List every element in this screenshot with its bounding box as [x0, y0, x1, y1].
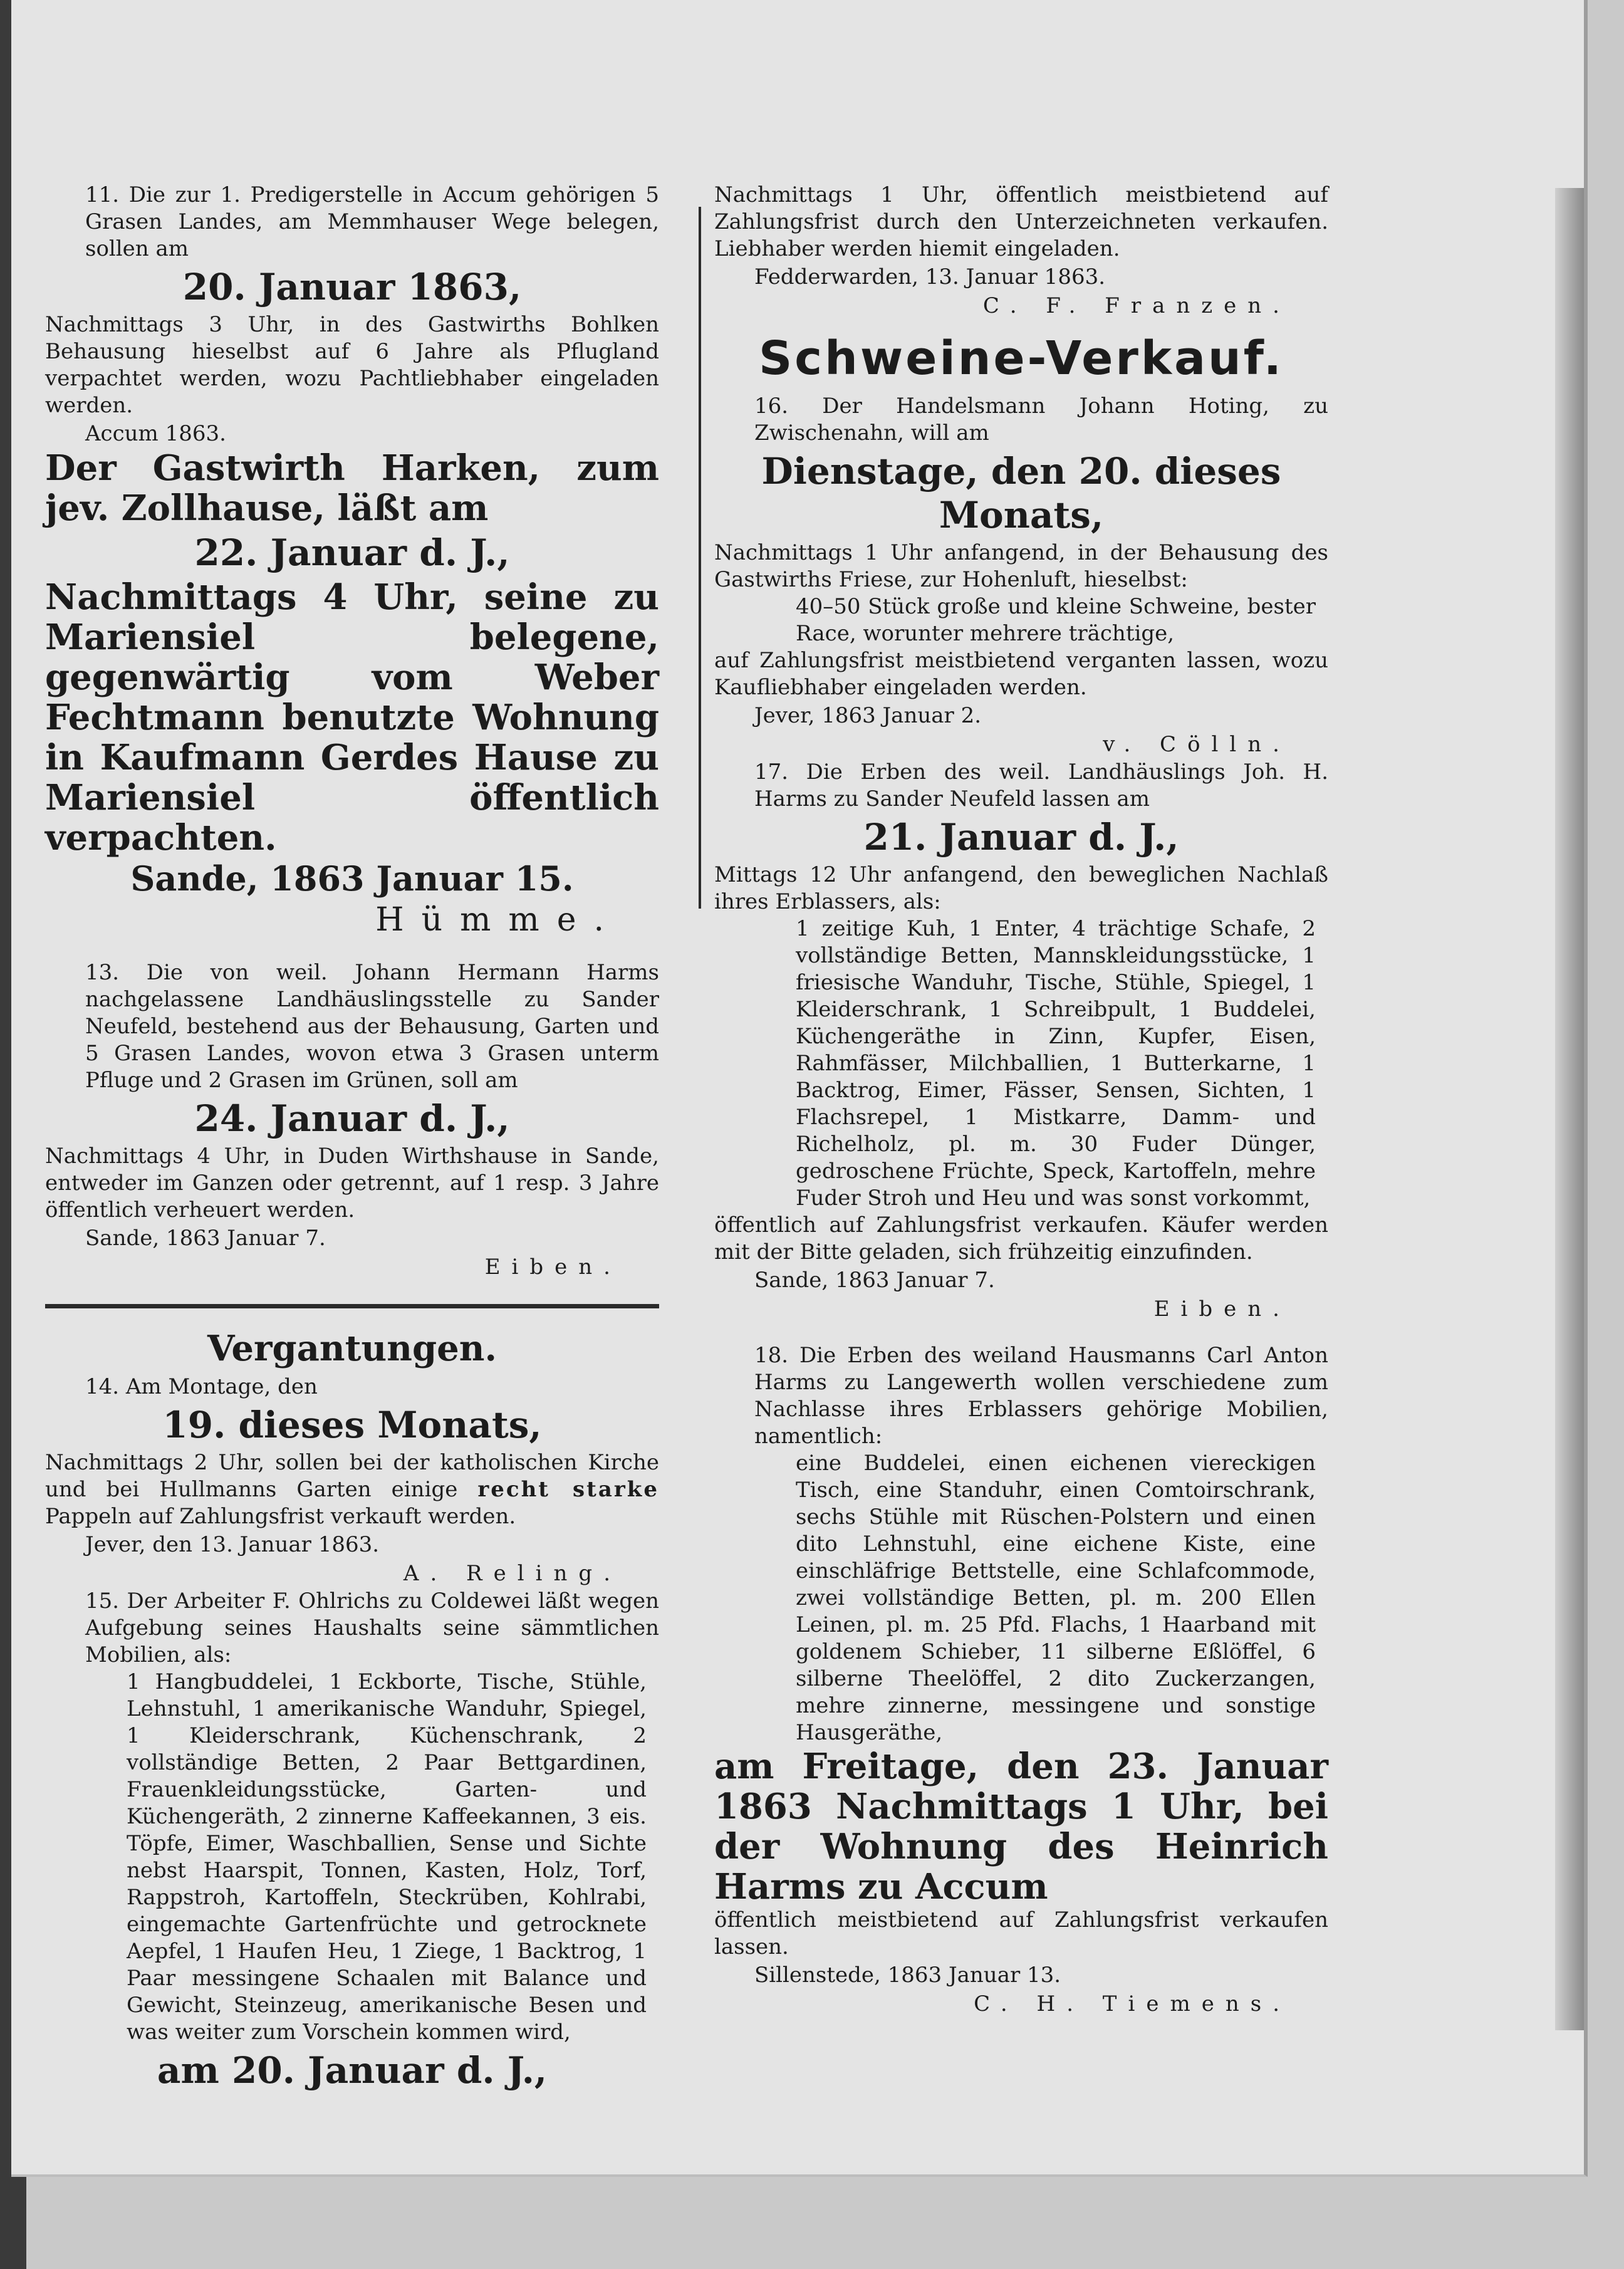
notice-17-body: 17. Die Erben des weil. Landhäuslings Joh. H. Harms zu Sander Neufeld lassen am [754, 759, 1328, 811]
section-heading: Vergantungen. [207, 1328, 497, 1369]
notice-13-place: Sande, 1863 Januar 7. [85, 1226, 326, 1251]
notice-15-cont-place: Fedderwarden, 13. Januar 1863. [754, 264, 1106, 289]
section-divider [45, 1304, 659, 1308]
notice-11-date: 20. Januar 1863, [182, 266, 522, 308]
notice-17-signature: Eiben. [1153, 1296, 1291, 1322]
notice-17-body3: öffentlich auf Zahlungsfrist verkaufen. Käufer werden mit der Bitte geladen, sich frühzeitig einzufinden. [714, 1213, 1328, 1265]
notice-12-signature: Hümme. [375, 901, 622, 939]
notice-12-place: Sande, 1863 Januar 15. [130, 858, 574, 899]
page-edge [1555, 188, 1584, 2030]
notice-11 [45, 182, 659, 448]
notice-16 [714, 393, 1328, 759]
notice-18-big-text: am Freitage, den 23. Januar 1863 Nachmittags 1 Uhr, bei der Wohnung des Heinrich Harms zu Accum [714, 1746, 1328, 1907]
notice-13 [45, 959, 659, 1281]
notice-16-body: 16. Der Handelsmann Johann Hoting, zu Zwischenahn, will am [754, 394, 1328, 446]
notice-16-signature: v. Cölln. [1103, 732, 1291, 757]
notice-17-body2: Mittags 12 Uhr anfangend, den beweglichen Nachlaß ihres Erblassers, als: [714, 862, 1328, 914]
notice-17-place: Sande, 1863 Januar 7. [754, 1268, 995, 1293]
notice-11-body2: Nachmittags 3 Uhr, in des Gastwirths Bohlken Behausung hieselbst auf 6 Jahre als Pflugland verpachtet werden, wozu Pachtliebhaber eingeladen werden. [45, 312, 659, 418]
notice-18 [714, 1342, 1328, 2018]
notice-11-place: Accum 1863. [85, 421, 226, 446]
notice-15-items: 1 Hangbuddelei, 1 Eckborte, Tische, Stühle, Lehnstuhl, 1 amerikanische Wanduhr, Spiegel, 1 Kleiderschrank, Küchenschrank, 2 vollständige Betten, 2 Paar Bettgardinen, Frauenkleidungsstücke, Garten- und Küchengeräth, 2 zinnerne Kaffeekannen, 3 eis. Töpfe, Eimer, Waschballien, Sense und Sichte nebst Haarspit, Tonnen, Kasten, Holz, Torf, Rappstroh, Kartoffeln, Steckrüben, Kohlrabi, eingemachte Gartenfrüchte und getrocknete Aepfel, 1 Haufen Heu, 1 Ziege, 1 Backtrog, 1 Paar messingene Schaalen mit Balance und Gewicht, Steinzeug, amerikanische Besen und was weiter zum Vorschein kommen wird, [127, 1669, 647, 2045]
notice-14-body2-start: Nachmittags 2 Uhr, sollen bei der katholischen Kirche und bei Hullmanns Garten einige [45, 1450, 659, 1502]
notice-15-date: am 20. Januar d. J., [157, 2049, 548, 2092]
notice-15-cont-body: Nachmittags 1 Uhr, öffentlich meistbietend auf Zahlungsfrist durch den Unterzeichneten verkaufen. Liebhaber werden hiemit eingeladen. [714, 182, 1328, 261]
notice-18-place: Sillenstede, 1863 Januar 13. [754, 1963, 1061, 1988]
notice-14-place: Jever, den 13. Januar 1863. [85, 1532, 380, 1557]
left-column [45, 182, 659, 2095]
notice-13-signature: Eiben. [484, 1254, 622, 1280]
notice-12 [45, 448, 659, 941]
notice-15-continued [714, 182, 1328, 320]
schweine-verkauf-heading: Schweine-Verkauf. [759, 331, 1284, 385]
notice-18-body2: öffentlich meistbietend auf Zahlungsfrist verkaufen lassen. [714, 1907, 1328, 1959]
right-column [714, 182, 1328, 2018]
notice-16-date: Dienstage, den 20. dieses Monats, [761, 450, 1281, 536]
notice-14 [45, 1374, 659, 1588]
notice-13-body: 13. Die von weil. Johann Hermann Harms nachgelassene Landhäuslingsstelle zu Sander Neufeld, bestehend aus der Behausung, Garten und 5 Grasen Landes, wovon etwa 3 Grasen unterm Pfluge und 2 Grasen im Grünen, soll am [85, 960, 659, 1093]
notice-12-date: 22. Januar d. J., [194, 531, 510, 574]
notice-11-body: 11. Die zur 1. Predigerstelle in Accum gehörigen 5 Grasen Landes, am Memmhauser Wege belegen, sollen am [85, 182, 659, 261]
notice-13-body2: Nachmittags 4 Uhr, in Duden Wirthshause in Sande, entweder im Ganzen oder getrennt, auf 1 resp. 3 Jahre öffentlich verheuert werden. [45, 1144, 659, 1223]
notice-15-body: 15. Der Arbeiter F. Ohlrichs zu Coldewei läßt wegen Aufgebung seines Haushalts seine sämmtlichen Mobilien, als: [85, 1588, 659, 1667]
notice-18-items: eine Buddelei, einen eichenen viereckigen Tisch, eine Standuhr, einen Comtoirschrank, sechs Stühle mit Rüschen-Polstern und einen dito Lehnstuhl, eine eichene Kiste, eine einschläfrige Bettstelle, eine Schlafcommode, zwei vollständige Betten, pl. m. 200 Ellen Leinen, pl. m. 25 Pfd. Flachs, 1 Haarband mit goldenem Schieber, 11 silberne Eßlöffel, 6 silberne Theelöffel, 2 dito Zuckerzangen, mehre zinnerne, messingene und sonstige Hausgeräthe, [796, 1451, 1316, 1745]
notice-14-emphasis: recht starke [477, 1477, 659, 1502]
notice-18-signature: C. H. Tiemens. [974, 1991, 1291, 2016]
notice-15-cont-signature: C. F. Franzen. [982, 293, 1291, 318]
notice-14-body2-end: Pappeln auf Zahlungsfrist verkauft werden. [45, 1504, 516, 1529]
notice-15 [45, 1588, 659, 2092]
notice-17 [714, 759, 1328, 1323]
notice-17-items: 1 zeitige Kuh, 1 Enter, 4 trächtige Schafe, 2 vollständige Betten, Mannskleidungsstücke, 1 friesische Wanduhr, Tische, Stühle, Spiegel, 1 Kleiderschrank, 1 Schreibpult, 1 Buddelei, Küchengeräthe in Zinn, Kupfer, Eisen, Rahmfässer, Milchballien, 1 Butterkarne, 1 Backtrog, Eimer, Fässer, Sensen, Sichten, 1 Flachsrepel, 1 Mistkarre, Damm- und Richelholz, pl. m. 30 Fuder Dünger, gedroschene Früchte, Speck, Kartoffeln, mehre Fuder Stroh und Heu und was sonst vorkommt, [796, 916, 1316, 1211]
notice-14-date: 19. dieses Monats, [162, 1404, 542, 1446]
notice-14-body: 14. Am Montage, den [85, 1374, 318, 1399]
notice-16-body2: Nachmittags 1 Uhr anfangend, in der Behausung des Gastwirths Friese, zur Hohenluft, hieselbst: [714, 540, 1328, 592]
notice-16-place: Jever, 1863 Januar 2. [754, 703, 982, 728]
notice-14-body2 [45, 1449, 659, 1530]
notice-12-big-text2: Nachmittags 4 Uhr, seine zu Mariensiel belegene, gegenwärtig vom Weber Fechtmann benutzte Wohnung in Kaufmann Gerdes Hause zu Mariensiel öffentlich verpachten. [45, 576, 659, 858]
notice-12-big-text: Der Gastwirth Harken, zum jev. Zollhause, läßt am [45, 447, 659, 529]
notice-18-body: 18. Die Erben des weiland Hausmanns Carl Anton Harms zu Langewerth wollen verschiedene zum Nachlasse ihres Erblassers gehörige Mobilien, namentlich: [754, 1343, 1328, 1449]
notice-13-date: 24. Januar d. J., [194, 1097, 510, 1140]
notice-14-signature: A. Reling. [403, 1561, 622, 1586]
column-divider [699, 207, 701, 909]
notice-16-items: 40–50 Stück große und kleine Schweine, bester Race, worunter mehrere trächtige, [796, 594, 1316, 646]
notice-17-date: 21. Januar d. J., [863, 816, 1179, 858]
notice-16-body3: auf Zahlungsfrist meistbietend verganten lassen, wozu Kaufliebhaber eingeladen werden. [714, 648, 1328, 700]
